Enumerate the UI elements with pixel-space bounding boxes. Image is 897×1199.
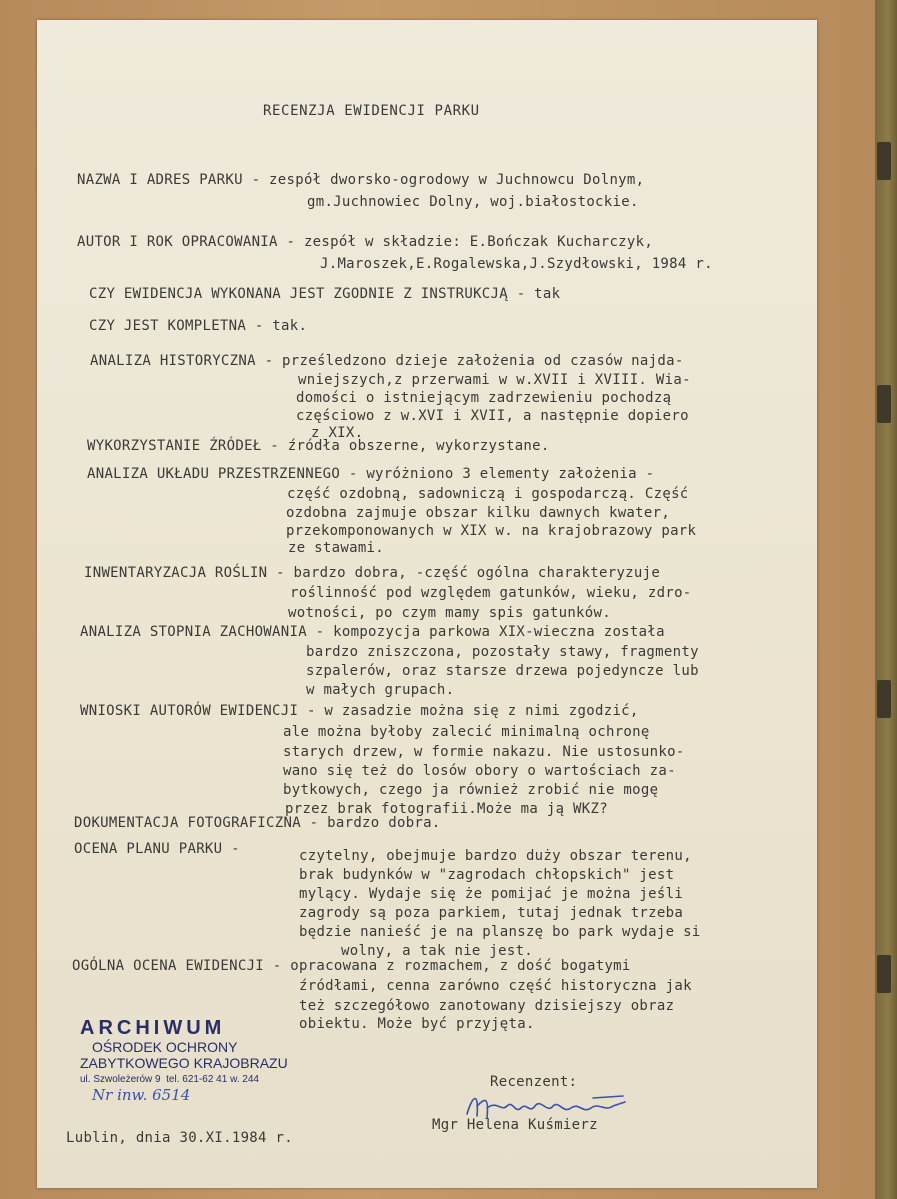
section-spatial-cont: część ozdobną, sadowniczą i gospodarczą. Część bbox=[287, 486, 689, 502]
section-complete: CZY JEST KOMPLETNA - tak. bbox=[89, 318, 308, 334]
section-preservation-cont: szpalerów, oraz starsze drzewa pojedyncze lub bbox=[306, 663, 699, 679]
section-preservation: ANALIZA STOPNIA ZACHOWANIA - kompozycja parkowa XIX-wieczna została bbox=[80, 624, 665, 640]
section-preservation-cont: bardzo zniszczona, pozostały stawy, fragmenty bbox=[306, 644, 699, 660]
binder-edge bbox=[875, 0, 897, 1199]
section-conclusions-cont: bytkowych, czego ja również zrobić nie mogę bbox=[283, 782, 659, 798]
section-plan-cont: czytelny, obejmuje bardzo duży obszar terenu, bbox=[299, 848, 692, 864]
reviewer-label: Recenzent: bbox=[490, 1074, 578, 1090]
section-spatial: ANALIZA UKŁADU PRZESTRZENNEGO - wyróżniono 3 elementy założenia - bbox=[87, 466, 655, 482]
section-instruction: CZY EWIDENCJA WYKONANA JEST ZGODNIE Z INSTRUKCJĄ - tak bbox=[89, 286, 561, 302]
binder-clip bbox=[877, 680, 891, 718]
section-spatial-cont: przekomponowanych w XIX w. na krajobrazowy park bbox=[286, 523, 697, 539]
section-spatial-cont: ozdobna zajmuje obszar kilku dawnych kwater, bbox=[286, 505, 671, 521]
document-title: RECENZJA EWIDENCJI PARKU bbox=[263, 103, 480, 119]
binder-clip bbox=[877, 955, 891, 993]
section-conclusions: WNIOSKI AUTORÓW EWIDENCJI - w zasadzie można się z nimi zgodzić, bbox=[80, 703, 639, 719]
binder-clip bbox=[877, 142, 891, 180]
section-conclusions-cont: starych drzew, w formie nakazu. Nie ustosunko- bbox=[283, 744, 685, 760]
handwritten-signature bbox=[463, 1088, 633, 1122]
section-history-cont: wniejszych,z przerwami w w.XVII i XVIII. Wia- bbox=[298, 372, 691, 388]
section-sources: WYKORZYSTANIE ŹRÓDEŁ - źródła obszerne, wykorzystane. bbox=[87, 438, 550, 454]
place-date: Lublin, dnia 30.XI.1984 r. bbox=[66, 1130, 293, 1146]
archive-stamp-address: ul. Szwoleżerów 9 tel. 621-62 41 w. 244 bbox=[80, 1074, 259, 1085]
section-plan-cont: brak budynków w "zagrodach chłopskich" jest bbox=[299, 867, 675, 883]
section-plants: INWENTARYZACJA ROŚLIN - bardzo dobra, -część ogólna charakteryzuje bbox=[84, 565, 661, 581]
section-park-name: NAZWA I ADRES PARKU - zespół dworsko-ogrodowy w Juchnowcu Dolnym, bbox=[77, 172, 645, 188]
section-conclusions-cont: ale można byłoby zalecić minimalną ochronę bbox=[283, 724, 650, 740]
section-preservation-cont: w małych grupach. bbox=[306, 682, 455, 698]
section-photo-docs: DOKUMENTACJA FOTOGRAFICZNA - bardzo dobra. bbox=[74, 815, 441, 831]
section-history-cont: domości o istniejącym zadrzewieniu pochodzą bbox=[296, 390, 672, 406]
section-plan-cont: wolny, a tak nie jest. bbox=[341, 943, 534, 959]
binder-clip bbox=[877, 385, 891, 423]
section-history-cont: z XIX. bbox=[311, 425, 364, 441]
section-overall-cont: obiektu. Może być przyjęta. bbox=[299, 1016, 535, 1032]
section-conclusions-cont: wano się też do losów obory o wartościach za- bbox=[283, 763, 676, 779]
section-park-name-cont: gm.Juchnowiec Dolny, woj.białostockie. bbox=[307, 194, 639, 210]
archive-stamp-line: ZABYTKOWEGO KRAJOBRAZU bbox=[80, 1055, 288, 1071]
section-conclusions-cont: przez brak fotografii.Może ma ją WKZ? bbox=[285, 801, 608, 817]
section-author: AUTOR I ROK OPRACOWANIA - zespół w składzie: E.Bończak Kucharczyk, bbox=[77, 234, 654, 250]
handwritten-inventory-number: Nr inw. 6514 bbox=[92, 1086, 191, 1104]
section-plan-cont: zagrody są poza parkiem, tutaj jednak trzeba bbox=[299, 905, 684, 921]
section-plan-cont: będzie nanieść je na planszę bo park wydaje si bbox=[299, 924, 701, 940]
section-overall-cont: źródłami, cenna zarówno część historyczna jak bbox=[299, 978, 692, 994]
archive-stamp-line: OŚRODEK OCHRONY bbox=[92, 1039, 238, 1055]
section-plan: OCENA PLANU PARKU - bbox=[74, 841, 240, 857]
section-overall-cont: też szczegółowo zanotowany dzisiejszy obraz bbox=[299, 998, 675, 1014]
reviewer-name: Mgr Helena Kuśmierz bbox=[432, 1117, 598, 1133]
section-history: ANALIZA HISTORYCZNA - prześledzono dzieje założenia od czasów najda- bbox=[90, 353, 684, 369]
section-plan-cont: mylący. Wydaje się że pomijać je można jeśli bbox=[299, 886, 684, 902]
archive-stamp-title: ARCHIWUM bbox=[80, 1017, 226, 1039]
section-history-cont: częściowo z w.XVI i XVII, a następnie dopiero bbox=[296, 408, 689, 424]
section-plants-cont: roślinność pod względem gatunków, wieku, zdro- bbox=[290, 585, 692, 601]
section-overall: OGÓLNA OCENA EWIDENCJI - opracowana z rozmachem, z dość bogatymi bbox=[72, 958, 631, 974]
section-spatial-cont: ze stawami. bbox=[288, 540, 385, 556]
section-plants-cont: wotności, po czym mamy spis gatunków. bbox=[288, 605, 611, 621]
section-author-cont: J.Maroszek,E.Rogalewska,J.Szydłowski, 1984 r. bbox=[320, 256, 713, 272]
